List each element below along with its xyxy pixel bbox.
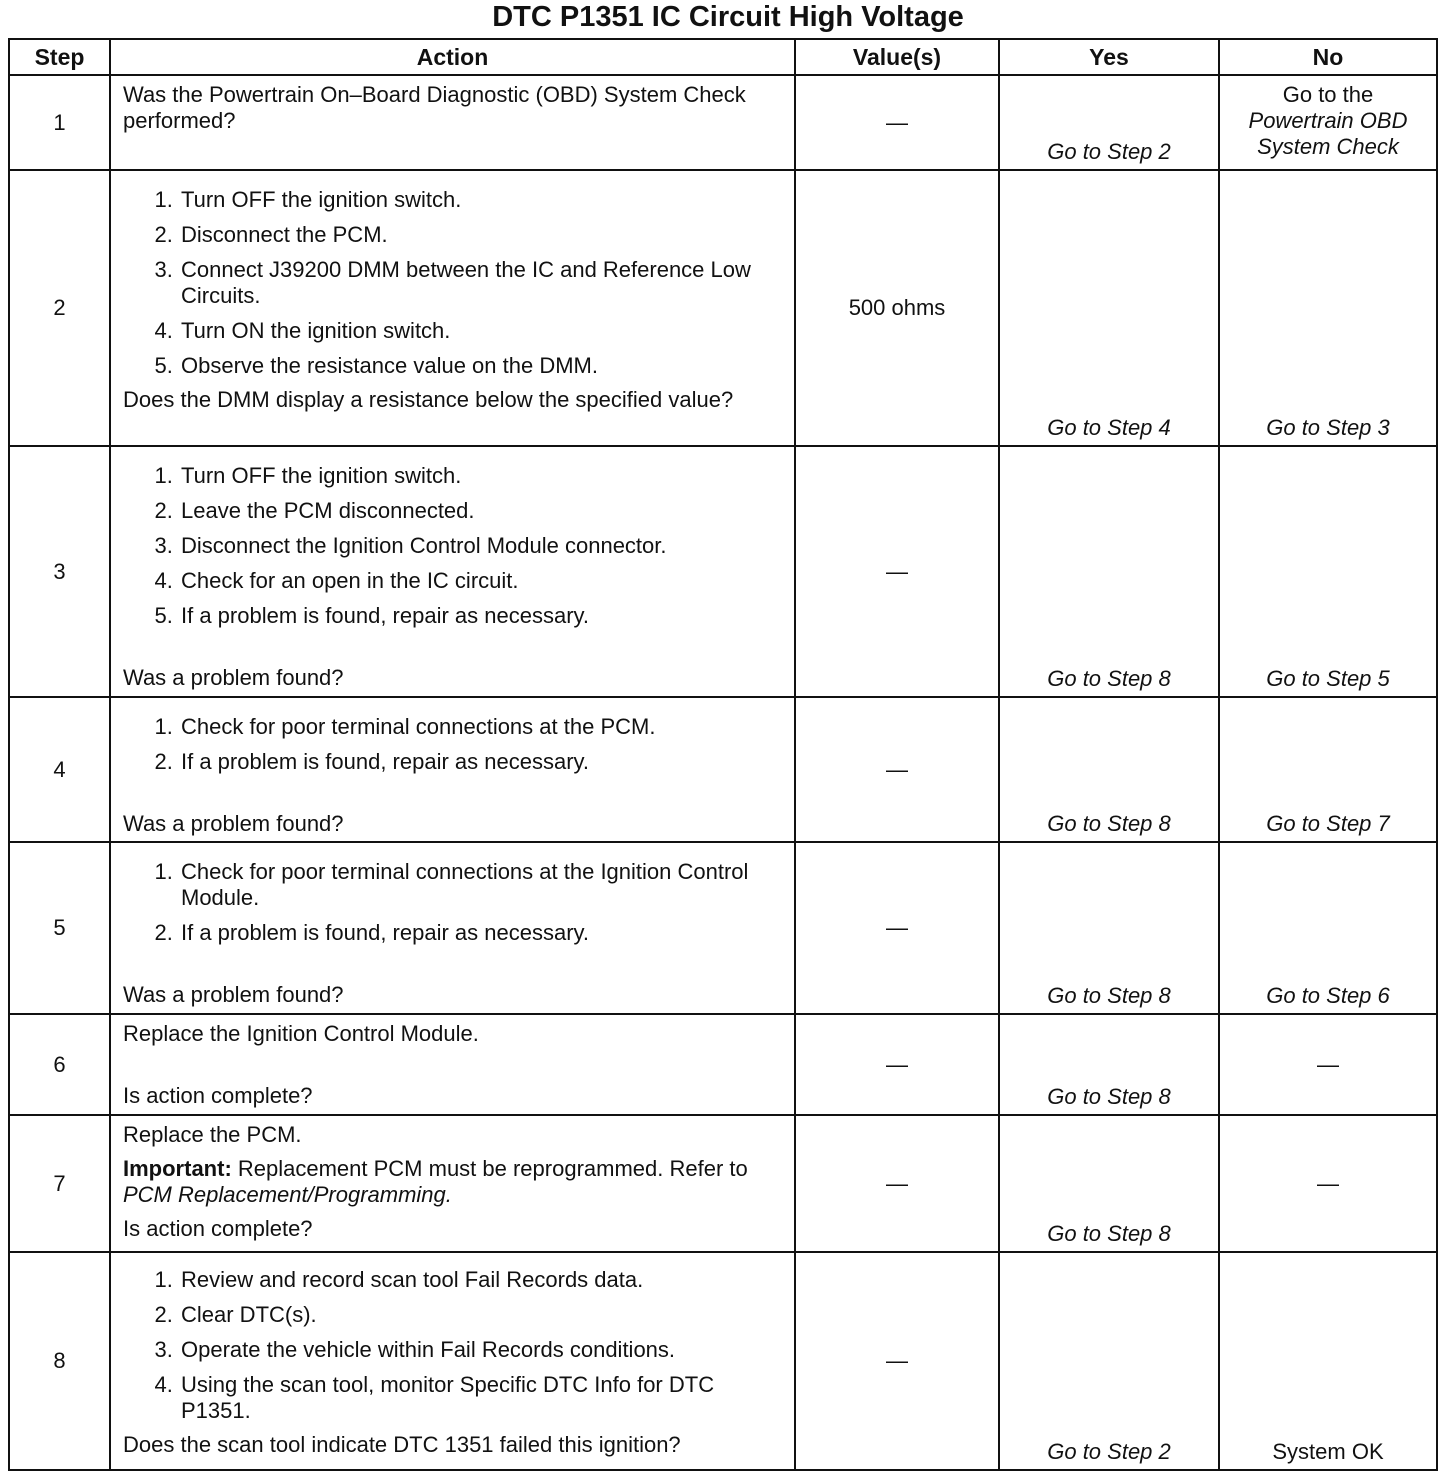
important-note bbox=[123, 1156, 784, 1208]
action-cell bbox=[110, 842, 795, 1014]
action-question: Does the scan tool indicate DTC 1351 failed this ignition? bbox=[123, 1432, 681, 1457]
list-item: 1. Turn OFF the ignition switch. bbox=[179, 463, 784, 489]
yes-cell: Go to Step 4 bbox=[999, 170, 1219, 446]
action-cell bbox=[110, 1252, 795, 1470]
no-cell: Go to Step 7 bbox=[1219, 697, 1437, 842]
list-item: 2. If a problem is found, repair as necessary. bbox=[179, 749, 784, 775]
list-item: 2. Leave the PCM disconnected. bbox=[179, 498, 784, 524]
list-item: 4. Using the scan tool, monitor Specific DTC Info for DTC P1351. bbox=[179, 1372, 784, 1424]
value-cell: — bbox=[795, 1252, 999, 1470]
list-item: 4. Check for an open in the IC circuit. bbox=[179, 568, 784, 594]
list-item: 4. Turn ON the ignition switch. bbox=[179, 318, 784, 344]
no-cell: Go to Step 6 bbox=[1219, 842, 1437, 1014]
list-item: 1. Check for poor terminal connections at the Ignition Control Module. bbox=[179, 859, 784, 911]
no-cell: — bbox=[1219, 1115, 1437, 1252]
no-prefix: Go to the bbox=[1282, 82, 1374, 107]
table-row bbox=[9, 170, 1437, 446]
list-item: 3. Operate the vehicle within Fail Records conditions. bbox=[179, 1337, 784, 1363]
action-steps bbox=[123, 463, 784, 629]
no-reference: Powertrain OBD System Check bbox=[1248, 108, 1408, 159]
table-row bbox=[9, 1115, 1437, 1252]
action-question: Was a problem found? bbox=[123, 665, 344, 690]
value-cell: — bbox=[795, 446, 999, 697]
no-cell: Go to Step 3 bbox=[1219, 170, 1437, 446]
action-cell bbox=[110, 1014, 795, 1115]
header-yes: Yes bbox=[999, 39, 1219, 75]
action-question: Is action complete? bbox=[123, 1083, 313, 1108]
action-cell bbox=[110, 697, 795, 842]
table-row bbox=[9, 446, 1437, 697]
header-values: Value(s) bbox=[795, 39, 999, 75]
important-text: Replacement PCM must be reprogrammed. Refer to bbox=[231, 1156, 748, 1181]
no-cell: Go to Step 5 bbox=[1219, 446, 1437, 697]
action-cell bbox=[110, 170, 795, 446]
value-cell: 500 ohms bbox=[795, 170, 999, 446]
value-cell: — bbox=[795, 1115, 999, 1252]
list-item: 5. Observe the resistance value on the DMM. bbox=[179, 353, 784, 379]
step-number: 7 bbox=[9, 1115, 110, 1252]
action-instruction: Replace the Ignition Control Module. bbox=[123, 1021, 479, 1046]
list-item: 5. If a problem is found, repair as necessary. bbox=[179, 603, 784, 629]
list-item: 3. Connect J39200 DMM between the IC and Reference Low Circuits. bbox=[179, 257, 784, 309]
table-row bbox=[9, 697, 1437, 842]
header-action: Action bbox=[110, 39, 795, 75]
yes-cell: Go to Step 8 bbox=[999, 446, 1219, 697]
header-row bbox=[9, 39, 1437, 75]
table-row bbox=[9, 1014, 1437, 1115]
action-steps bbox=[123, 714, 784, 775]
step-number: 6 bbox=[9, 1014, 110, 1115]
action-question: Does the DMM display a resistance below the specified value? bbox=[123, 387, 734, 412]
step-number: 5 bbox=[9, 842, 110, 1014]
step-number: 3 bbox=[9, 446, 110, 697]
important-label: Important: bbox=[123, 1156, 232, 1181]
step-number: 1 bbox=[9, 75, 110, 170]
step-number: 8 bbox=[9, 1252, 110, 1470]
value-cell: — bbox=[795, 1014, 999, 1115]
list-item: 2. If a problem is found, repair as necessary. bbox=[179, 920, 784, 946]
action-question: Is action complete? bbox=[123, 1216, 313, 1241]
action-question: Was the Powertrain On–Board Diagnostic (OBD) System Check performed? bbox=[123, 82, 746, 133]
yes-cell: Go to Step 2 bbox=[999, 75, 1219, 170]
list-item: 2. Disconnect the PCM. bbox=[179, 222, 784, 248]
header-no: No bbox=[1219, 39, 1437, 75]
table-row bbox=[9, 1252, 1437, 1470]
step-number: 4 bbox=[9, 697, 110, 842]
action-question: Was a problem found? bbox=[123, 982, 344, 1007]
important-end: . bbox=[445, 1182, 452, 1207]
list-item: 1. Review and record scan tool Fail Records data. bbox=[179, 1267, 784, 1293]
action-cell bbox=[110, 446, 795, 697]
yes-cell: Go to Step 8 bbox=[999, 1014, 1219, 1115]
list-item: 3. Disconnect the Ignition Control Module connector. bbox=[179, 533, 784, 559]
list-item: 2. Clear DTC(s). bbox=[179, 1302, 784, 1328]
value-cell: — bbox=[795, 75, 999, 170]
list-item: 1. Check for poor terminal connections at the PCM. bbox=[179, 714, 784, 740]
header-step: Step bbox=[9, 39, 110, 75]
yes-cell: Go to Step 8 bbox=[999, 842, 1219, 1014]
diagnostic-table bbox=[8, 38, 1438, 1471]
yes-cell: Go to Step 8 bbox=[999, 697, 1219, 842]
yes-cell: Go to Step 8 bbox=[999, 1115, 1219, 1252]
action-steps bbox=[123, 1267, 784, 1424]
value-cell: — bbox=[795, 697, 999, 842]
yes-cell: Go to Step 2 bbox=[999, 1252, 1219, 1470]
no-cell: System OK bbox=[1219, 1252, 1437, 1470]
no-cell bbox=[1219, 75, 1437, 170]
table-row bbox=[9, 75, 1437, 170]
action-cell bbox=[110, 75, 795, 170]
list-item: 1. Turn OFF the ignition switch. bbox=[179, 187, 784, 213]
step-number: 2 bbox=[9, 170, 110, 446]
action-question: Was a problem found? bbox=[123, 811, 344, 836]
action-instruction: Replace the PCM. bbox=[123, 1122, 302, 1147]
action-cell bbox=[110, 1115, 795, 1252]
table-row bbox=[9, 842, 1437, 1014]
value-cell: — bbox=[795, 842, 999, 1014]
page-title: DTC P1351 IC Circuit High Voltage bbox=[492, 1, 964, 33]
important-reference: PCM Replacement/Programming bbox=[123, 1182, 446, 1207]
action-steps bbox=[123, 859, 784, 946]
action-steps bbox=[123, 187, 784, 379]
no-cell: — bbox=[1219, 1014, 1437, 1115]
